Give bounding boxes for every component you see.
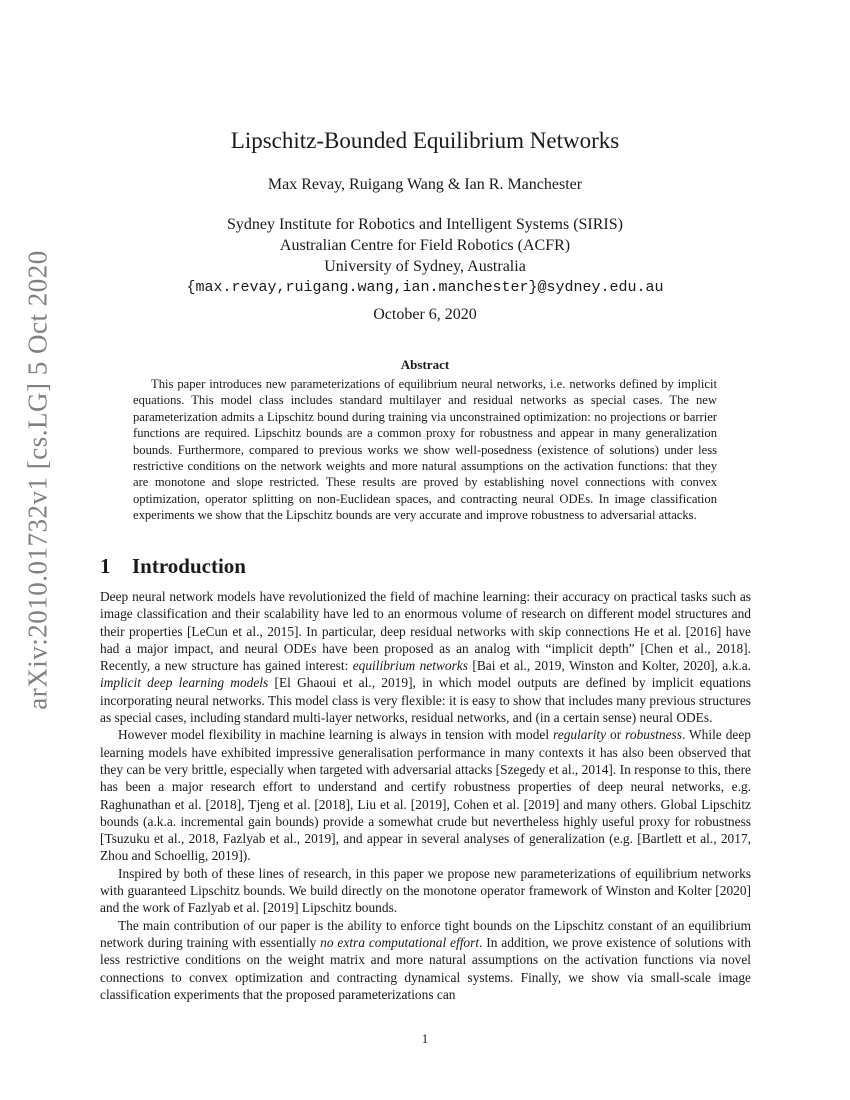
p4-emphasis-1: no extra computational effort bbox=[320, 934, 480, 950]
p2-emphasis-2: robustness bbox=[625, 727, 682, 743]
p2-text-a: However model flexibility in machine learning is always in tension with model bbox=[118, 727, 554, 743]
intro-paragraph-3: Inspired by both of these lines of research, in this paper we propose new parameterizations of equilibrium networks with guaranteed Lipschitz bounds. We build directly on the monotone operator framework of Winston and Kolter [2020] and the work of Fazlyab et al. [2019] Lipschitz bounds. bbox=[100, 865, 751, 916]
affiliation-block bbox=[0, 214, 850, 298]
p4-text-a: The main contribution of our paper is the ability to enforce tight bounds on the Lipschitz constant of an equilibrium network during training with essentially bbox=[100, 917, 751, 950]
affiliation-line-1: Sydney Institute for Robotics and Intelligent Systems (SIRIS) bbox=[227, 216, 623, 233]
affiliation-line-2: Australian Centre for Field Robotics (ACFR) bbox=[279, 237, 571, 254]
abstract-text: This paper introduces new parameterizations of equilibrium neural networks, i.e. networks defined by implicit equations. This model class includes standard multilayer and residual networks as special cases. The new parameterization admits a Lipschitz bound during training via unconstrained optimization: no projections or barrier functions are required. Lipschitz bounds are a common proxy for robustness and appear in many generalization bounds. Furthermore, compared to previous works we show well-posedness (existence of solutions) under less restrictive conditions on the network weights and more natural assumptions on the activation functions: that they are monotone and slope restricted. These results are proved by establishing novel connections with convex optimization, operator splitting on non-Euclidean spaces, and contracting neural ODEs. In image classification experiments we show that the Lipschitz bounds are very accurate and improve robustness to adversarial attacks. bbox=[133, 377, 717, 523]
p1-text-a: Deep neural network models have revolutionized the field of machine learning: their accuracy on practical tasks such as image classification and their scalability have led to an enormous volume of research on different model structures and their properties [LeCun et al., 2015]. In particular, deep residual networks with skip connections He et al. [2016] have had a major impact, and neural ODEs have been proposed as an analog with “implicit depth” [Chen et al., 2018]. Recently, a new structure has gained interest: bbox=[100, 589, 751, 674]
abstract-heading: Abstract bbox=[400, 357, 450, 372]
p4-text-b: . In addition, we prove existence of solutions with less restrictive conditions on the weight matrix and more natural assumptions on the activation functions via novel connections to convex optimization and contracting dynamical systems. Finally, we show via small-scale image classification experiments that the proposed parameterizations can bbox=[100, 934, 751, 1002]
p2-text-c: . While deep learning models have exhibited impressive generalisation performance in many contexts it has also been observed that they can be very brittle, especially when targeted with adversarial attacks [Szegedy et al., 2014]. In response to this, there has been a major research effort to understand and certify robustness properties of deep neural networks, e.g. Raghunathan et al. [2018], Tjeng et al. [2018], Liu et al. [2019], Cohen et al. [2019] and many others. Global Lipschitz bounds (a.k.a. incremental gain bounds) provide a somewhat crude but nevertheless highly useful proxy for robustness [Tsuzuku et al., 2018, Fazlyab et al., 2019], and appear in several analyses of generalization (e.g. [Bartlett et al., 2017, Zhou and Schoellig, 2019]). bbox=[100, 727, 751, 864]
paper-date: October 6, 2020 bbox=[373, 306, 477, 323]
intro-paragraph-1 bbox=[100, 588, 751, 726]
section-title: Introduction bbox=[132, 554, 246, 578]
author-list: Max Revay, Ruigang Wang & Ian R. Manchester bbox=[267, 176, 583, 193]
section-heading-introduction bbox=[100, 554, 246, 579]
author-emails: {max.revay,ruigang.wang,ian.manchester}@sydney.edu.au bbox=[186, 279, 664, 296]
paper-title: Lipschitz-Bounded Equilibrium Networks bbox=[230, 128, 620, 153]
introduction-body bbox=[100, 588, 751, 1003]
affiliation-line-3: University of Sydney, Australia bbox=[324, 258, 526, 275]
page-number: 1 bbox=[421, 1031, 429, 1046]
p1-emphasis-1: equilibrium networks bbox=[352, 658, 468, 674]
p2-emphasis-1: regularity bbox=[553, 727, 607, 743]
p1-text-c: [El Ghaoui et al., 2019], in which model outputs are defined by implicit equations incorporating neural networks. This model class is very flexible: it is easy to show that includes many previous structures as special cases, including standard multi-layer networks, residual networks, and (in a certain sense) neural ODEs. bbox=[100, 675, 752, 726]
intro-paragraph-2 bbox=[100, 726, 751, 864]
p1-emphasis-2: implicit deep learning models bbox=[100, 675, 269, 691]
p1-text-b: [Bai et al., 2019, Winston and Kolter, 2020], a.k.a. bbox=[467, 658, 751, 674]
section-number: 1 bbox=[100, 554, 111, 578]
intro-paragraph-4 bbox=[100, 917, 751, 1003]
p2-text-b: or bbox=[606, 727, 626, 743]
arxiv-side-stamp: arXiv:2010.01732v1 [cs.LG] 5 Oct 2020 bbox=[22, 250, 53, 710]
